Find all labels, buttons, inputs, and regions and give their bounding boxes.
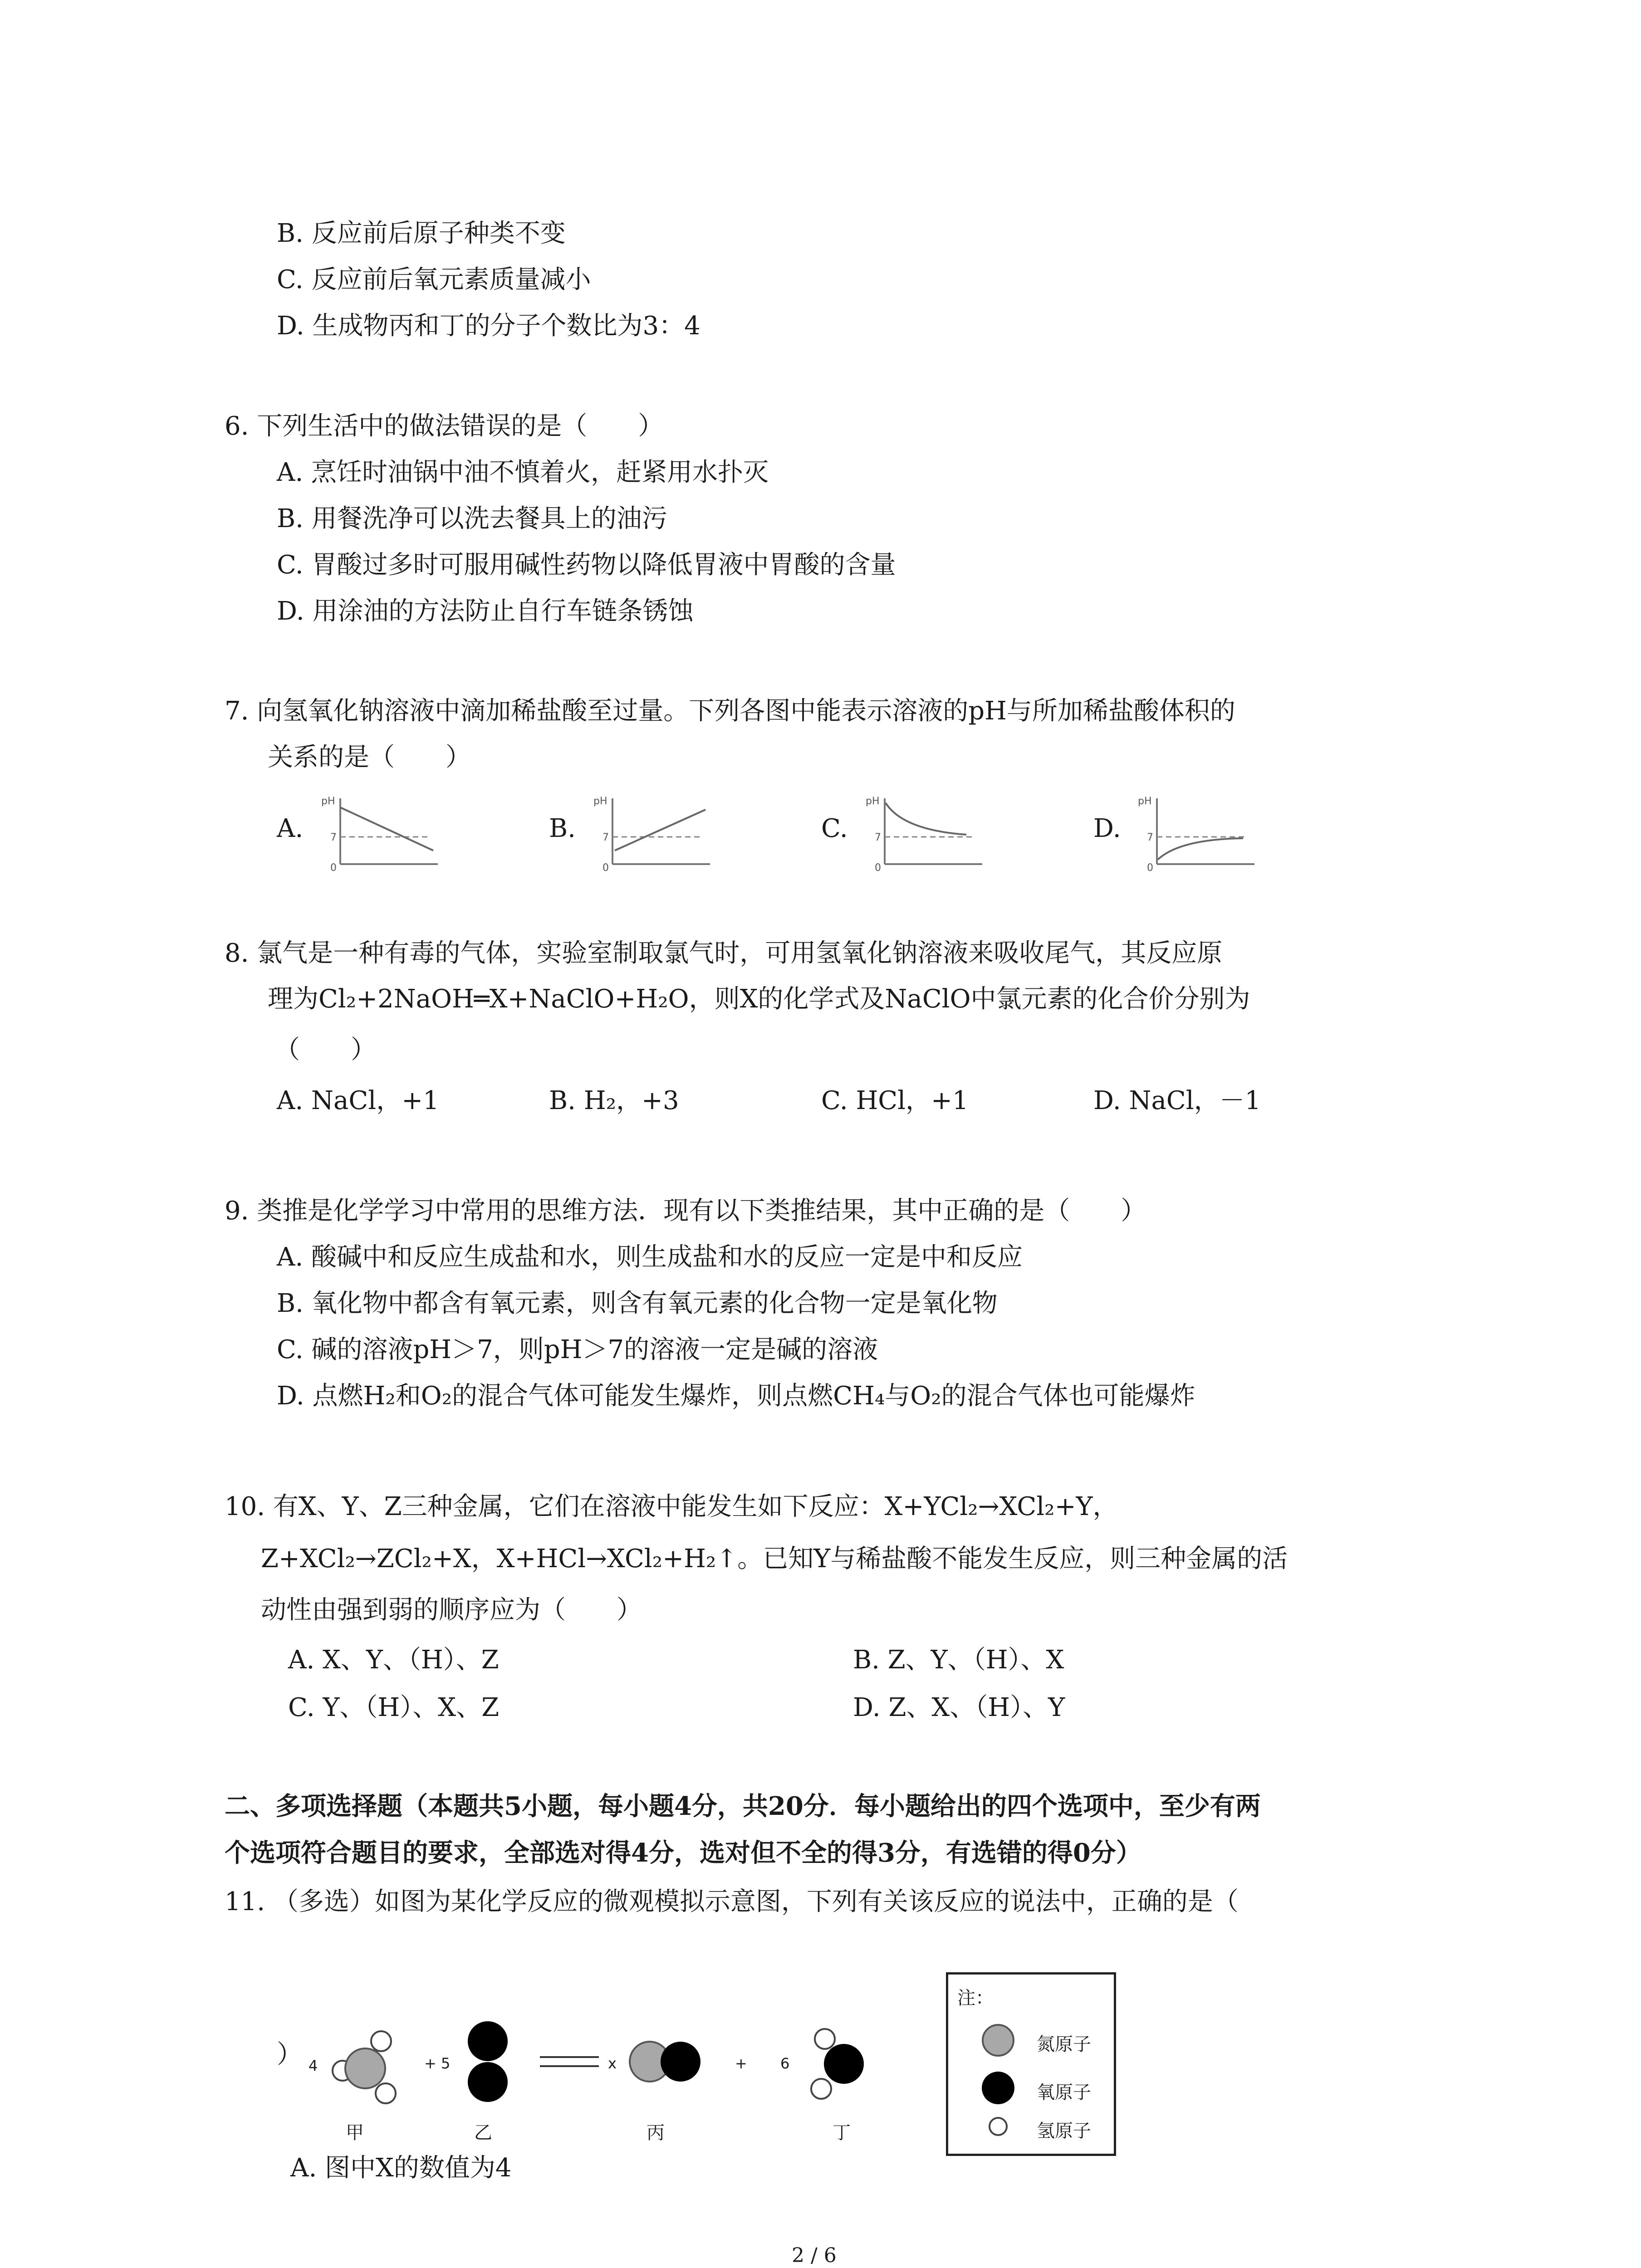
q11-stem: 11. （多选）如图为某化学反应的微观模拟示意图，下列有关该反应的说法中，正确的是（	[225, 1887, 1239, 1916]
section2-heading-line2: 个选项符合题目的要求，全部选对得4分，选对但不全的得3分，有选错的得0分）	[225, 1838, 1141, 1868]
q11-coef-bing: x	[608, 2055, 617, 2072]
q11-molecule-yi	[463, 2016, 513, 2107]
q11-plus: +	[735, 2055, 747, 2072]
q7-graph-c	[862, 792, 985, 873]
q7-d-tick-7: 7	[1147, 832, 1153, 843]
q7-d-axis-y: pH	[1138, 796, 1152, 807]
hydrogen-atom-icon	[987, 2115, 1009, 2138]
q11-molecule-jia	[329, 2028, 406, 2109]
q5-option-b: B. 反应前后原子种类不变	[277, 219, 566, 248]
q11-legend	[946, 1972, 1116, 2156]
q5-option-c: C. 反应前后氧元素质量减小	[277, 265, 591, 294]
q10-stem-line2: Z+XCl₂→ZCl₂+X，X+HCl→XCl₂+H₂↑。已知Y与稀盐酸不能发生反应，则三种金属的活	[261, 1544, 1288, 1574]
nitrogen-atom-icon	[980, 2022, 1016, 2058]
section2-heading-line1: 二、多项选择题（本题共5小题，每小题4分，共20分．每小题给出的四个选项中，至少有两	[225, 1791, 1261, 1821]
q10-stem-line3: 动性由强到弱的顺序应为（ ）	[261, 1595, 642, 1625]
q7-graph-d	[1134, 792, 1257, 873]
q7-b-origin: 0	[603, 862, 609, 873]
q6-option-c: C. 胃酸过多时可服用碱性药物以降低胃液中胃酸的含量	[277, 550, 896, 580]
q10-option-c: C. Y、（H）、X、Z	[288, 1693, 500, 1722]
oxygen-atom-icon	[980, 2070, 1016, 2106]
q11-coef-jia: 4	[309, 2057, 318, 2074]
q11-coef-yi: + 5	[424, 2055, 451, 2072]
legend-title: 注：	[957, 1988, 994, 2009]
q10-stem-line1: 10. 有X、Y、Z三种金属，它们在溶液中能发生如下反应：X+YCl₂→XCl₂+Y，	[225, 1492, 1118, 1521]
q11-molecule-ding	[803, 2023, 871, 2105]
q7-graph-b	[590, 792, 712, 873]
q10-option-b: B. Z、Y、（H）、X	[853, 1645, 1064, 1675]
q7-label-c: C.	[821, 814, 848, 843]
q11-option-a: A. 图中X的数值为4	[290, 2153, 512, 2183]
q11-coef-ding: 6	[780, 2055, 790, 2072]
q10-option-a: A. X、Y、（H）、Z	[288, 1645, 499, 1675]
q7-c-tick-7: 7	[875, 832, 881, 843]
q9-option-c: C. 碱的溶液pH＞7，则pH＞7的溶液一定是碱的溶液	[277, 1335, 878, 1364]
q7-c-axis-y: pH	[866, 796, 880, 807]
q8-option-b: B. H₂，+3	[549, 1086, 679, 1115]
q11-stem-close: ）	[277, 2040, 302, 2069]
legend-oxygen-label: 氧原子	[1037, 2082, 1091, 2103]
q7-a-axis-y: pH	[321, 796, 335, 807]
q7-b-tick-7: 7	[603, 832, 609, 843]
q8-stem-line2: 理为Cl₂+2NaOH═X+NaClO+H₂O，则X的化学式及NaClO中氯元素的化合价分别为	[268, 984, 1250, 1014]
q9-stem: 9. 类推是化学学习中常用的思维方法．现有以下类推结果，其中正确的是（ ）	[225, 1196, 1146, 1226]
legend-nitrogen-label: 氮原子	[1037, 2034, 1091, 2055]
q11-name-jia: 甲	[346, 2122, 364, 2143]
q7-label-a: A.	[277, 814, 304, 843]
q7-stem-line1: 7. 向氢氧化钠溶液中滴加稀盐酸至过量。下列各图中能表示溶液的pH与所加稀盐酸体积的	[225, 696, 1235, 726]
q7-b-axis-y: pH	[593, 796, 607, 807]
q11-molecule-bing	[626, 2037, 708, 2087]
page-number: 2 / 6	[792, 2244, 837, 2267]
q6-option-b: B. 用餐洗净可以洗去餐具上的油污	[277, 504, 667, 533]
q6-stem: 6. 下列生活中的做法错误的是（ ）	[225, 411, 664, 441]
q11-name-ding: 丁	[833, 2122, 851, 2143]
q9-option-b: B. 氧化物中都含有氧元素，则含有氧元素的化合物一定是氧化物	[277, 1289, 998, 1318]
q9-option-a: A. 酸碱中和反应生成盐和水，则生成盐和水的反应一定是中和反应	[277, 1242, 1023, 1272]
q8-stem-line1: 8. 氯气是一种有毒的气体，实验室制取氯气时，可用氢氧化钠溶液来吸收尾气，其反应原	[225, 938, 1223, 968]
legend-hydrogen-label: 氢原子	[1037, 2121, 1091, 2141]
q7-label-d: D.	[1093, 814, 1121, 843]
q8-option-a: A. NaCl，+1	[277, 1086, 439, 1115]
q11-equals-sign	[538, 2053, 601, 2071]
q11-name-yi: 乙	[474, 2122, 492, 2143]
q7-a-tick-7: 7	[330, 832, 337, 843]
q8-stem-line3: （ ）	[274, 1035, 376, 1065]
q5-option-d: D. 生成物丙和丁的分子个数比为3：4	[277, 311, 700, 341]
q10-option-d: D. Z、X、（H）、Y	[853, 1693, 1065, 1722]
q7-graph-a	[318, 792, 440, 873]
q7-a-origin: 0	[330, 862, 337, 873]
q7-c-origin: 0	[875, 862, 881, 873]
q6-option-a: A. 烹饪时油锅中油不慎着火，赶紧用水扑灭	[277, 458, 769, 487]
q7-stem-line2: 关系的是（ ）	[268, 743, 471, 772]
q7-label-b: B.	[549, 814, 576, 843]
q11-name-bing: 丙	[647, 2122, 665, 2143]
q7-d-origin: 0	[1147, 862, 1153, 873]
q8-option-d: D. NaCl，－1	[1093, 1086, 1261, 1115]
q6-option-d: D. 用涂油的方法防止自行车链条锈蚀	[277, 596, 694, 626]
q8-option-c: C. HCl，+1	[821, 1086, 969, 1115]
q9-option-d: D. 点燃H₂和O₂的混合气体可能发生爆炸，则点燃CH₄与O₂的混合气体也可能爆炸	[277, 1381, 1195, 1411]
